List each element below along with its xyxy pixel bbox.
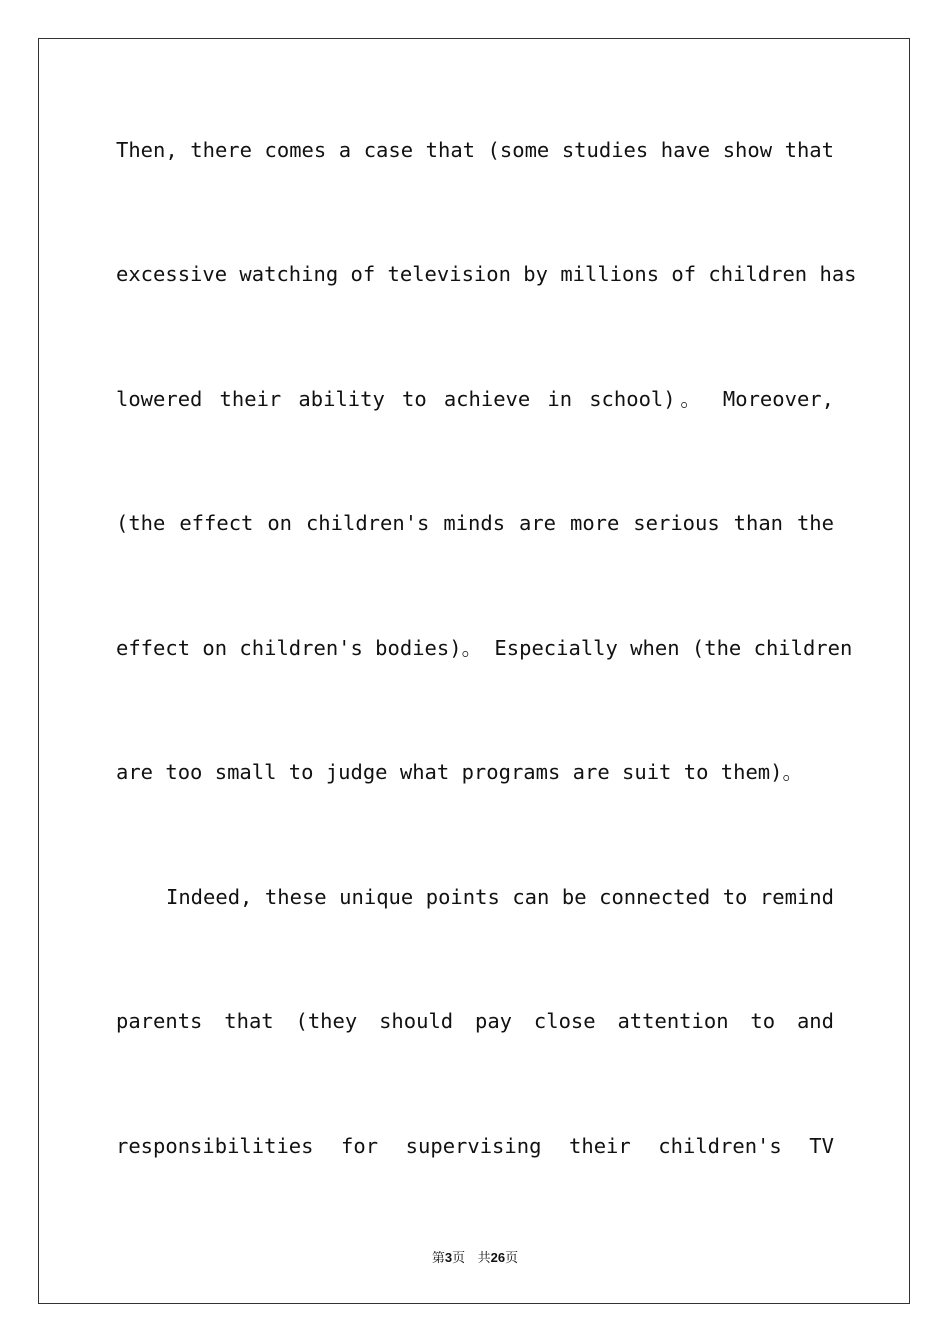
text-line-7: Indeed, these unique points can be connected to remind: [166, 885, 834, 909]
text-line-5: effect on children's bodies)。 Especially when (the children: [116, 636, 853, 660]
text-line-2: excessive watching of television by millions of children has: [116, 262, 857, 286]
footer-total-suffix: 页: [505, 1251, 519, 1266]
footer-page-number: 3: [444, 1250, 453, 1265]
text-line-3: lowered their ability to achieve in school)。 Moreover,: [116, 387, 834, 411]
text-line-1: Then, there comes a case that (some studies have show that: [116, 138, 834, 162]
footer-total-prefix: 共: [477, 1251, 491, 1266]
footer-page-suffix: 页: [452, 1251, 466, 1266]
page-border: [38, 38, 910, 1304]
text-line-8: parents that (they should pay close attention to and: [116, 1009, 834, 1033]
footer-total-pages: 26: [490, 1250, 506, 1265]
text-line-9: responsibilities for supervising their children's TV: [116, 1134, 834, 1158]
text-line-6: are too small to judge what programs are suit to them)。: [116, 760, 803, 784]
footer-prefix: 第: [431, 1251, 445, 1266]
text-line-4: (the effect on children's minds are more serious than the: [116, 511, 834, 535]
page-footer: [0, 1247, 950, 1266]
